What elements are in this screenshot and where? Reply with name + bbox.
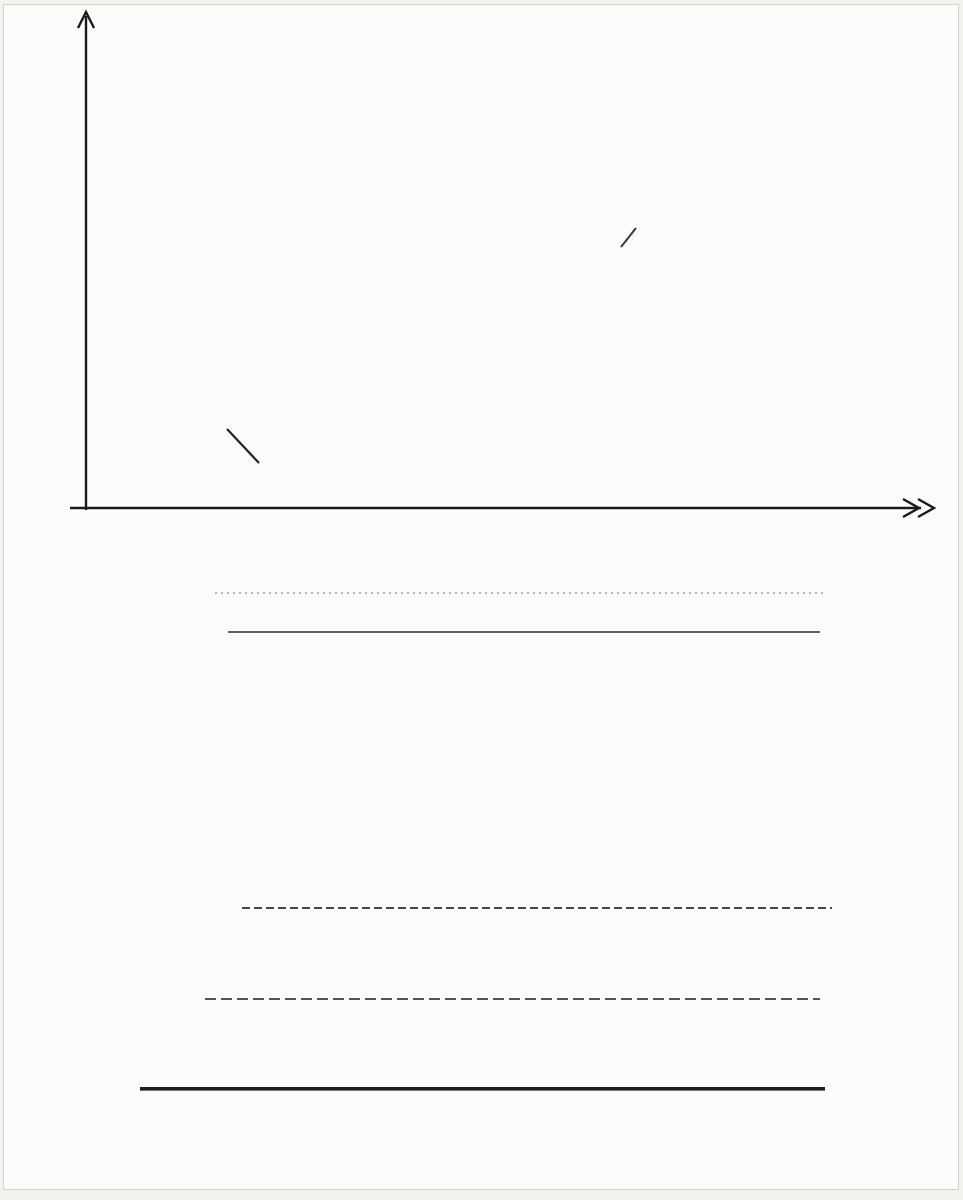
top-chart-axes: [70, 12, 934, 517]
bottom-rule: [140, 1087, 825, 1091]
black-pointer-line: [227, 429, 259, 463]
top-chart-annotations: [227, 228, 636, 463]
white-pointer-line: [621, 228, 636, 247]
figure3-static-lines: [140, 593, 832, 1091]
